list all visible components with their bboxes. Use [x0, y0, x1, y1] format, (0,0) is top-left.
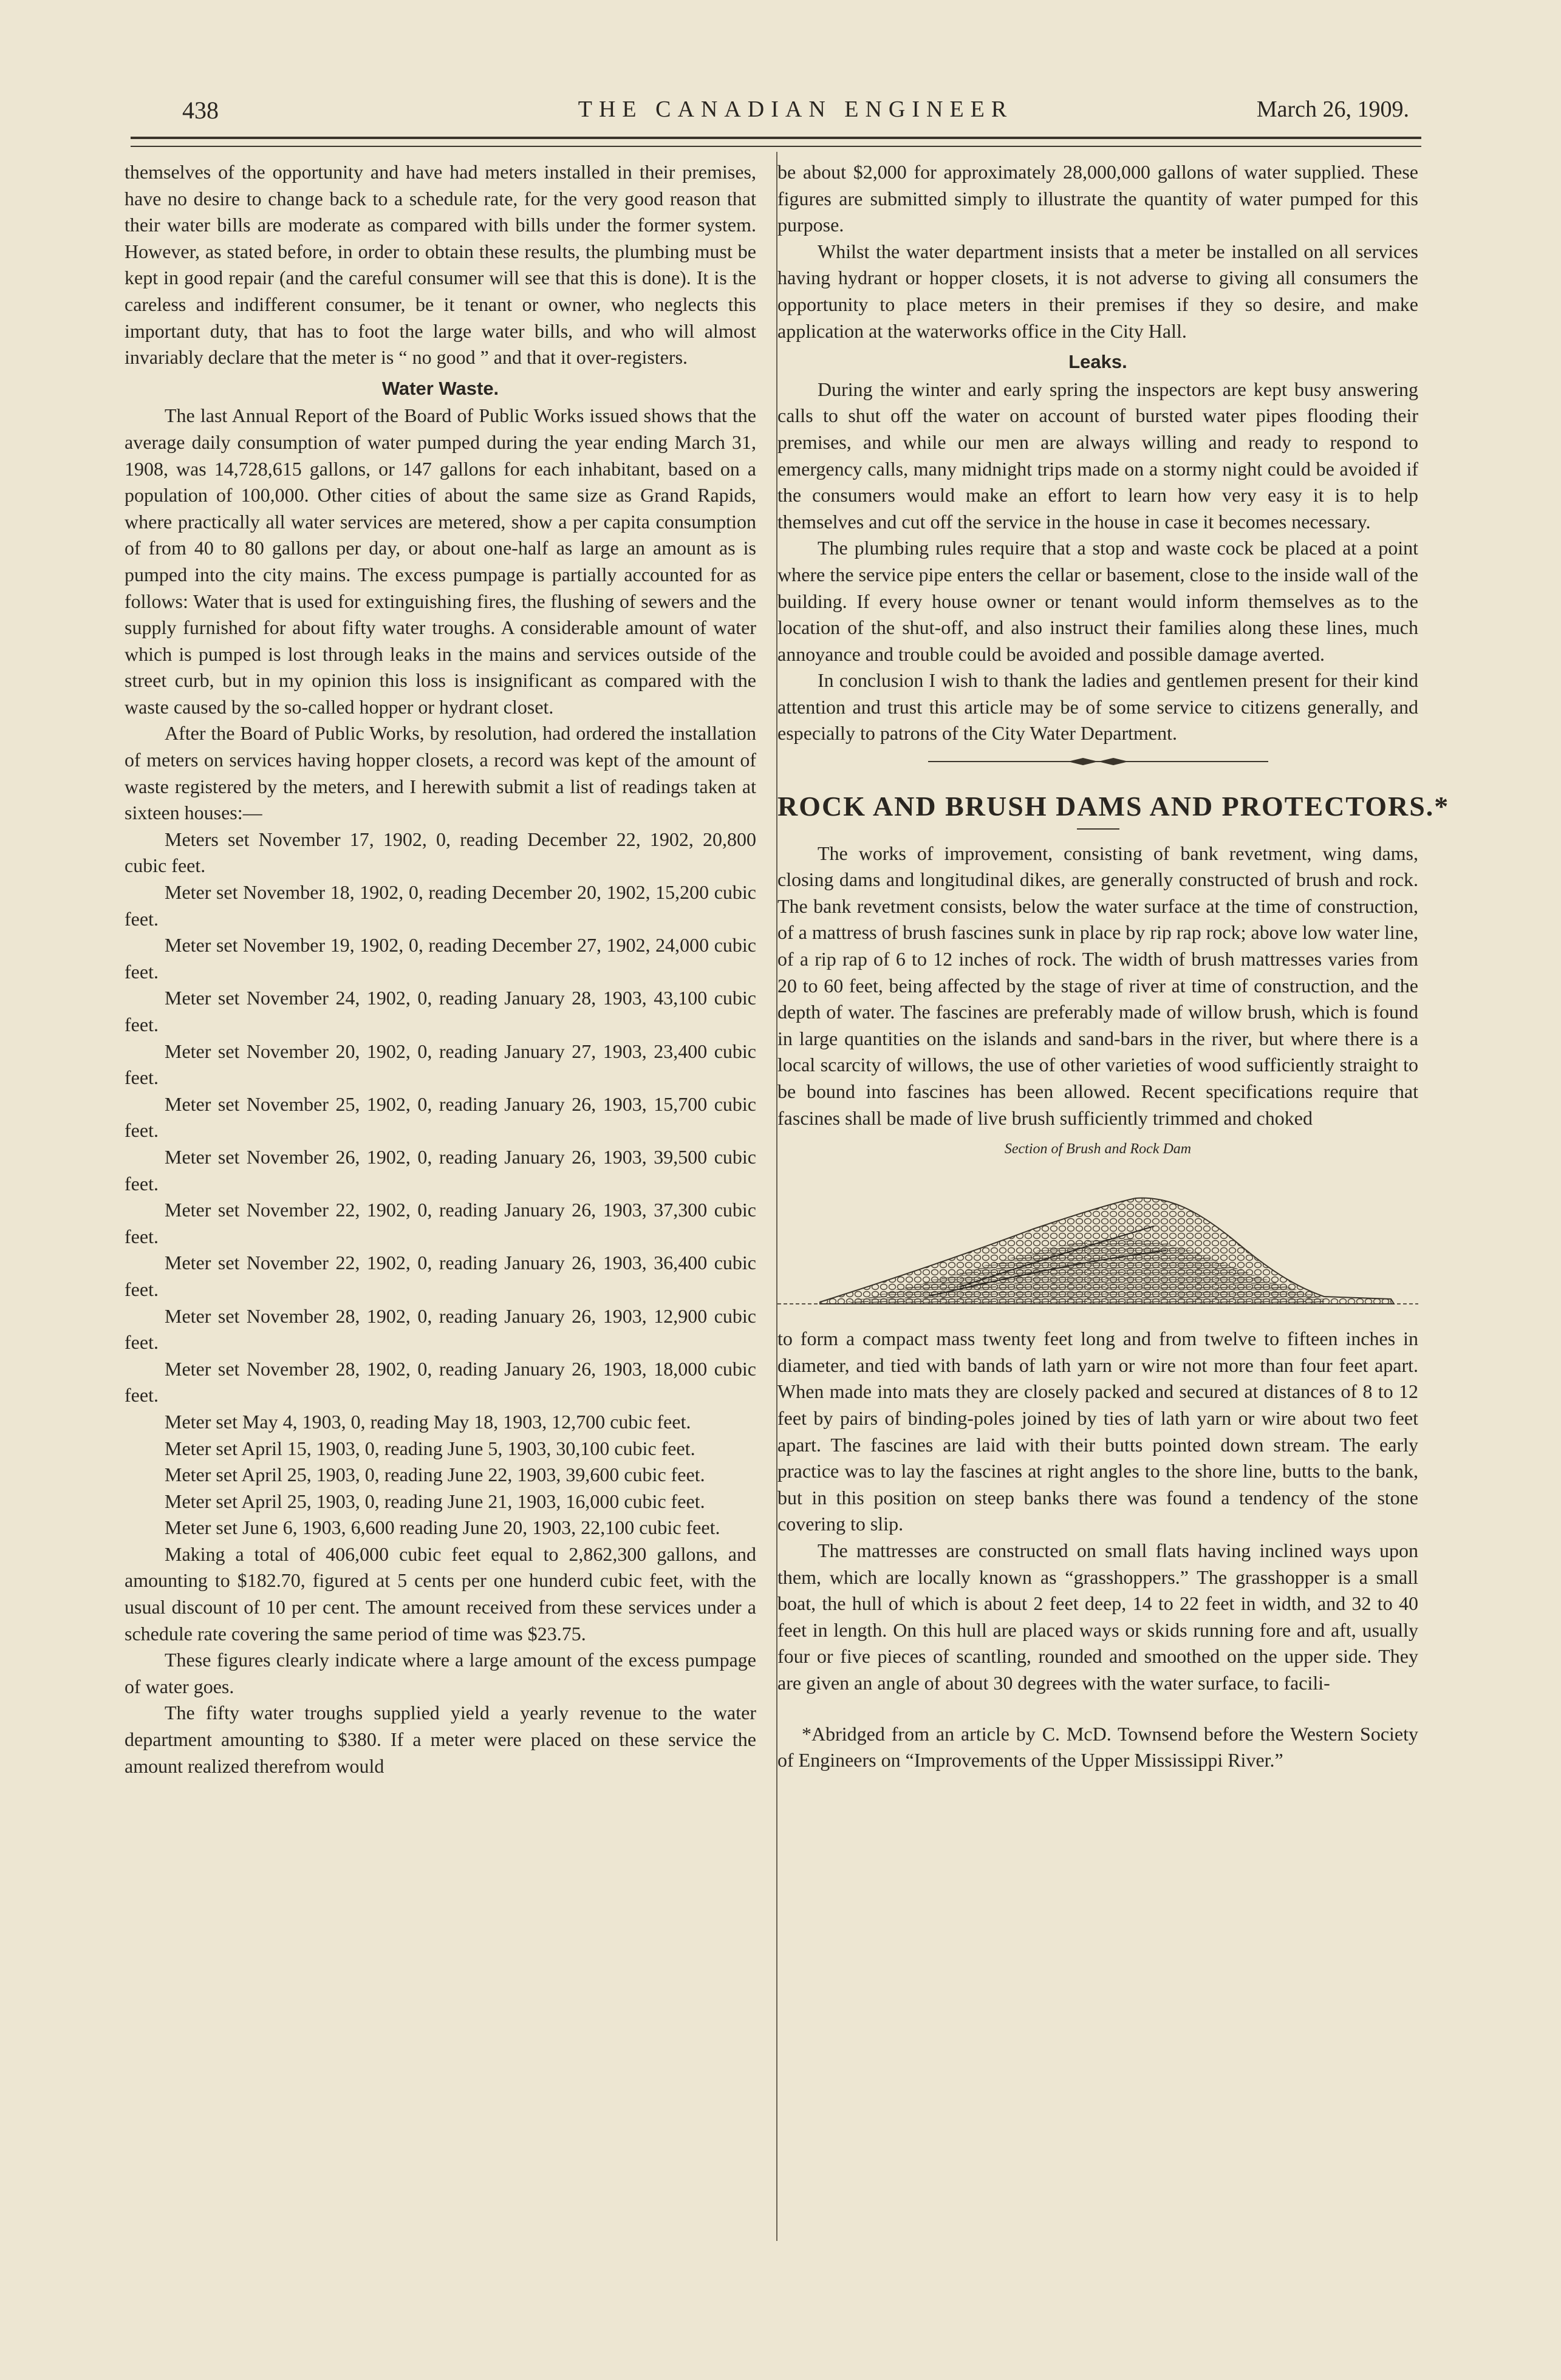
ornament-divider: [777, 752, 1418, 774]
meter-reading-item: Meter set November 19, 1902, 0, reading December 27, 1902, 24,000 cubic feet.: [125, 934, 756, 983]
meter-reading-item: Meter set April 15, 1903, 0, reading June 5, 1903, 30,100 cubic feet.: [165, 1437, 695, 1459]
meter-reading-item: Meter set November 28, 1902, 0, reading January 26, 1903, 12,900 cubic feet.: [125, 1304, 756, 1354]
header-rule-thick: [131, 137, 1421, 139]
meter-reading-item: Meter set June 6, 1903, 6,600 reading June 20, 1903, 22,100 cubic feet.: [165, 1516, 720, 1539]
page-number: 438: [182, 97, 219, 124]
right-column: [777, 159, 1450, 1774]
brush-rock-dam-illustration: [777, 1159, 1418, 1317]
meter-reading-item: Meter set May 4, 1903, 0, reading May 18, 1903, 12,700 cubic feet.: [165, 1410, 691, 1433]
meter-reading-item: Meter set November 20, 1902, 0, reading January 27, 1903, 23,400 cubic feet.: [125, 1040, 756, 1089]
paragraph-waste-2: After the Board of Public Works, by resolution, had ordered the installation of meters on services having hopper closets, a record was kept of the amount of waste registered by the meters, and I herewith submit a list of readings taken at sixteen houses:—: [125, 722, 756, 824]
section-heading-leaks: Leaks.: [1068, 351, 1127, 373]
issue-date: March 26, 1909.: [1256, 97, 1409, 122]
meter-reading-item: Meter set November 22, 1902, 0, reading January 26, 1903, 37,300 cubic feet.: [125, 1199, 756, 1247]
running-header: [182, 96, 1409, 132]
paragraph-conclusion: In conclusion I wish to thank the ladies and gentlemen present for their kind attention and trust this article may be of some service to citizens generally, and especially to patrons of the City Water Department.: [777, 669, 1418, 745]
dam-figure: [777, 1139, 1418, 1321]
section-heading-water-waste: Water Waste.: [381, 377, 499, 399]
meter-reading-item: Meter set November 18, 1902, 0, reading December 20, 1902, 15,200 cubic feet.: [125, 881, 756, 930]
paragraph-troughs: The fifty water troughs supplied yield a yearly revenue to the water department amounting to $380. If a meter were placed on these service the amount realized therefrom would: [125, 1702, 756, 1777]
meter-reading-item: Meter set April 25, 1903, 0, reading June 21, 1903, 16,000 cubic feet.: [165, 1490, 705, 1512]
meter-reading-item: Meters set November 17, 1902, 0, reading December 22, 1902, 20,800 cubic feet.: [125, 828, 756, 877]
paragraph-leaks-1: During the winter and early spring the inspectors are kept busy answering calls to shut off the water on account of bursted water pipes flooding their premises, and while our men are always willing and ready to respond to emergency calls, many midnight trips made on a stormy night could be avoided if the consumers would make an effort to learn how very easy it is to help themselves and cut off the service in the house in case it becomes necessary.: [777, 378, 1418, 533]
paragraph-intro: themselves of the opportunity and have had meters installed in their premises, have no desire to change back to a schedule rate, for the very good reason that their water bills are moderate as compared with bills under the former system. However, as stated before, in order to obtain these results, the plumbing must be kept in good repair (and the careful consumer will see that this is done). It is the careless and indifferent consumer, be it tenant or owner, who neglects this important duty, that has to foot the large water bills, and who will almost invariably declare that the meter is “ no good ” and that it over-registers.: [125, 161, 756, 369]
paragraph-whilst: Whilst the water department insists that a meter be installed on all services having hydrant or hopper closets, it is not adverse to giving all consumers the opportunity to place meters in their premises if they so desire, and make application at the waterworks office in the City Hall.: [777, 240, 1418, 342]
paragraph-mass: to form a compact mass twenty feet long and from twelve to fifteen inches in diameter, and tied with bands of lath yarn or wire not more than four feet apart. When made into mats they are closely packed and secured at distances of 8 to 12 feet by pairs of binding-poles joined by ties of lath yarn or wire about two feet apart. The fascines are laid with their butts pointed down stream. The early practice was to lay the fascines at right angles to the shore line, butts to the bank, but in this position on steep banks there was found a tendency of the stone covering to slip.: [777, 1328, 1418, 1535]
paragraph-continued: be about $2,000 for approximately 28,000,000 gallons of water supplied. These figures are submitted simply to illustrate the quantity of water pumped for this purpose.: [777, 161, 1418, 236]
left-column: [125, 159, 756, 1779]
paragraph-figures: These figures clearly indicate where a large amount of the excess pumpage of water goes.: [125, 1649, 756, 1697]
meter-reading-item: Meter set November 28, 1902, 0, reading January 26, 1903, 18,000 cubic feet.: [125, 1357, 756, 1407]
paragraph-total: Making a total of 406,000 cubic feet equal to 2,862,300 gallons, and amounting to $182.70, figured at 5 cents per one hunderd cubic feet, with the usual discount of 10 per cent. The amount received from these services under a schedule rate covering the same period of time was $23.75.: [125, 1543, 756, 1645]
paragraph-works: The works of improvement, consisting of bank revetment, wing dams, closing dams and longitudinal dikes, are generally constructed of brush and rock. The bank revetment consists, below the water surface at the time of construction, of a mattress of brush fascines sunk in place by rip rap rock; above low water line, of a rip rap of 6 to 12 inches of rock. The width of brush mattresses varies from 20 to 60 feet, being affected by the stage of river at time of construction, and the depth of water. The fascines are preferably made of willow brush, which is found in large quantities on the islands and sand-bars in the river, but where there is a local scarcity of willows, the use of other varieties of wood sufficiently straight to be bound into fascines has been allowed. Recent specifications require that fascines shall be made of live brush sufficiently trimmed and choked: [777, 842, 1418, 1129]
meter-reading-item: Meter set November 26, 1902, 0, reading January 26, 1903, 39,500 cubic feet.: [125, 1145, 756, 1195]
article-title: ROCK AND BRUSH DAMS AND PROTECTORS.*: [777, 791, 1450, 822]
paragraph-leaks-2: The plumbing rules require that a stop and waste cock be placed at a point where the service pipe enters the cellar or basement, close to the inside wall of the building. If every house owner or tenant would inform themselves as to the location of the shut-off, and also instruct their families along these lines, much annoyance and trouble could be avoided and possible damage averted.: [777, 537, 1418, 665]
footnote: [777, 1721, 1418, 1774]
ornament-rule-icon: [928, 755, 1268, 768]
meter-reading-item: Meter set November 24, 1902, 0, reading January 28, 1903, 43,100 cubic feet.: [125, 987, 756, 1035]
meter-reading-item: Meter set November 22, 1902, 0, reading January 26, 1903, 36,400 cubic feet.: [125, 1252, 756, 1300]
journal-title: THE CANADIAN ENGINEER: [578, 97, 1014, 122]
footnote-text: *Abridged from an article by C. McD. Townsend before the Western Society of Engineers on “Improvements of the Upper Mississippi River.”: [777, 1722, 1418, 1771]
meter-reading-item: Meter set April 25, 1903, 0, reading June 22, 1903, 39,600 cubic feet.: [165, 1464, 705, 1486]
title-underline: [1077, 828, 1119, 830]
figure-caption: Section of Brush and Rock Dam: [1004, 1141, 1192, 1158]
meter-reading-item: Meter set November 25, 1902, 0, reading January 26, 1903, 15,700 cubic feet.: [125, 1093, 756, 1142]
paragraph-mattresses: The mattresses are constructed on small flats having inclined ways upon them, which are locally known as “grasshoppers.” The grasshopper is a small boat, the hull of which is about 2 feet deep, 14 to 22 feet in width, and 32 to 40 feet in length. On this hull are placed ways or skids running fore and aft, usually four or five pieces of scantling, rounded and smoothed on the upper side. They are given an angle of about 30 degrees with the water surface, to facili-: [777, 1539, 1418, 1694]
paragraph-waste-1: The last Annual Report of the Board of Public Works issued shows that the average daily consumption of water pumped during the year ending March 31, 1908, was 14,728,615 gallons, or 147 gallons for each inhabitant, based on a population of 100,000. Other cities of about the same size as Grand Rapids, where practically all water services are metered, show a per capita consumption of from 40 to 80 gallons per day, or about one-half as large an amount as is pumped into the city mains. The excess pumpage is partially accounted for as follows: Water that is used for extinguishing fires, the flushing of sewers and the supply furnished for about fifty water troughs. A considerable amount of water which is pumped is lost through leaks in the mains and services outside of the street curb, but in my opinion this loss is insignificant as compared with the waste caused by the so-called hopper or hydrant closet.: [125, 404, 756, 718]
header-rule-thin: [131, 146, 1421, 147]
